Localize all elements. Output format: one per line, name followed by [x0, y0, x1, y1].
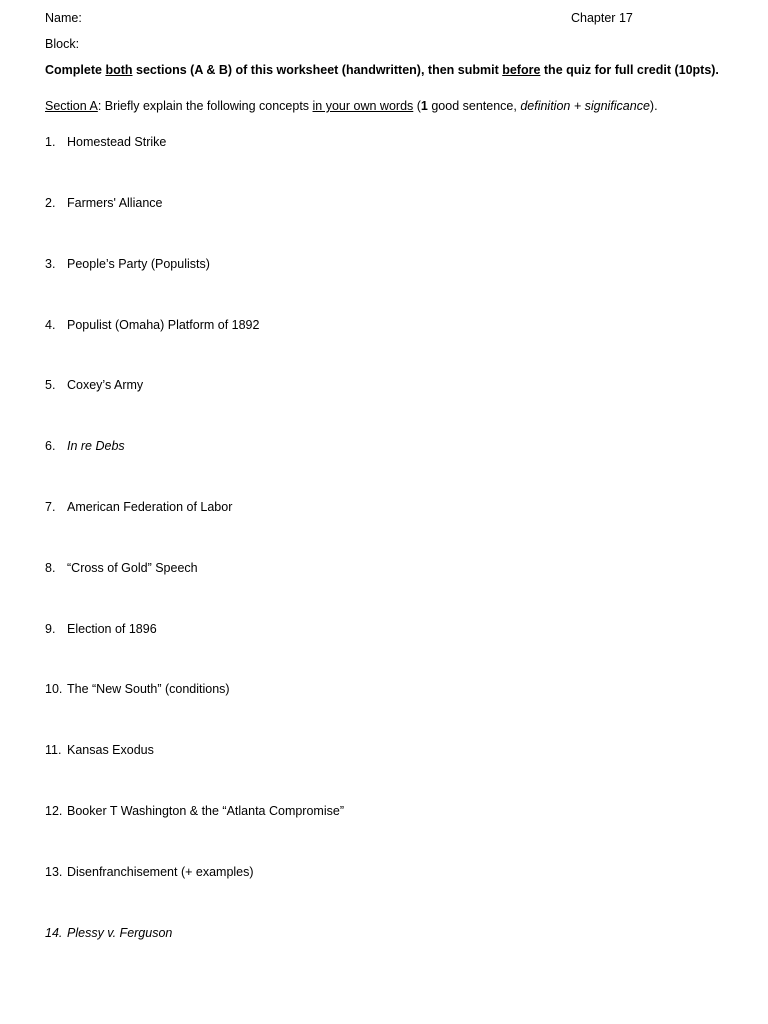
list-item	[45, 864, 254, 880]
section-a-text: : Briefly explain the following concepts	[97, 99, 313, 113]
item-text: Booker T Washington & the “Atlanta Compromise”	[67, 804, 344, 818]
item-text: In re Debs	[67, 439, 125, 453]
item-number: 13.	[45, 865, 63, 879]
item-text: Plessy v. Ferguson	[67, 926, 173, 940]
item-number: 7.	[45, 500, 56, 514]
item-number: 2.	[45, 196, 56, 210]
section-a-own-words: in your own words	[312, 99, 414, 113]
section-a-text: good sentence,	[427, 99, 521, 113]
item-number: 9.	[45, 622, 56, 636]
item-number: 12.	[45, 804, 63, 818]
item-text: Disenfranchisement (+ examples)	[67, 865, 254, 879]
block-label: Block:	[45, 37, 80, 51]
section-a-heading	[45, 98, 658, 114]
item-text: Election of 1896	[67, 622, 157, 636]
item-text: Coxey’s Army	[67, 378, 144, 392]
list-item	[45, 742, 154, 758]
item-number: 4.	[45, 318, 56, 332]
item-number: 5.	[45, 378, 56, 392]
section-a-one: 1	[420, 99, 428, 113]
name-label: Name:	[45, 11, 82, 25]
list-item	[45, 438, 125, 454]
list-item	[45, 256, 210, 272]
item-number: 10.	[45, 682, 63, 696]
section-a-definition: definition + significance	[520, 99, 650, 113]
section-a-text: (	[413, 99, 421, 113]
item-text: People’s Party (Populists)	[67, 257, 210, 271]
list-item	[45, 195, 162, 211]
instructions-text: sections (A & B) of this worksheet (handwritten), then submit	[132, 63, 503, 77]
item-text: Homestead Strike	[67, 135, 167, 149]
item-text: The “New South” (conditions)	[67, 682, 230, 696]
section-a-text: ).	[649, 99, 658, 113]
item-text: Populist (Omaha) Platform of 1892	[67, 318, 260, 332]
item-number: 14.	[45, 926, 63, 940]
list-item	[45, 317, 259, 333]
item-text: Kansas Exodus	[67, 743, 154, 757]
section-a-label: Section A	[45, 99, 98, 113]
item-number: 11.	[45, 743, 62, 757]
item-text: Farmers' Alliance	[67, 196, 163, 210]
instructions	[45, 62, 719, 78]
item-number: 8.	[45, 561, 56, 575]
instructions-both: both	[105, 63, 133, 77]
chapter-label: Chapter 17	[571, 11, 633, 25]
instructions-text: the quiz for full credit (10pts).	[540, 63, 719, 77]
list-item	[45, 377, 143, 393]
item-text: American Federation of Labor	[67, 500, 233, 514]
list-item	[45, 134, 166, 150]
list-item	[45, 621, 157, 637]
list-item	[45, 803, 344, 819]
item-number: 6.	[45, 439, 56, 453]
instructions-text: Complete	[45, 63, 106, 77]
list-item	[45, 499, 232, 515]
item-number: 3.	[45, 257, 56, 271]
item-text: “Cross of Gold” Speech	[67, 561, 198, 575]
item-number: 1.	[45, 135, 56, 149]
list-item	[45, 681, 230, 697]
list-item	[45, 925, 172, 941]
list-item	[45, 560, 198, 576]
instructions-before: before	[502, 63, 541, 77]
